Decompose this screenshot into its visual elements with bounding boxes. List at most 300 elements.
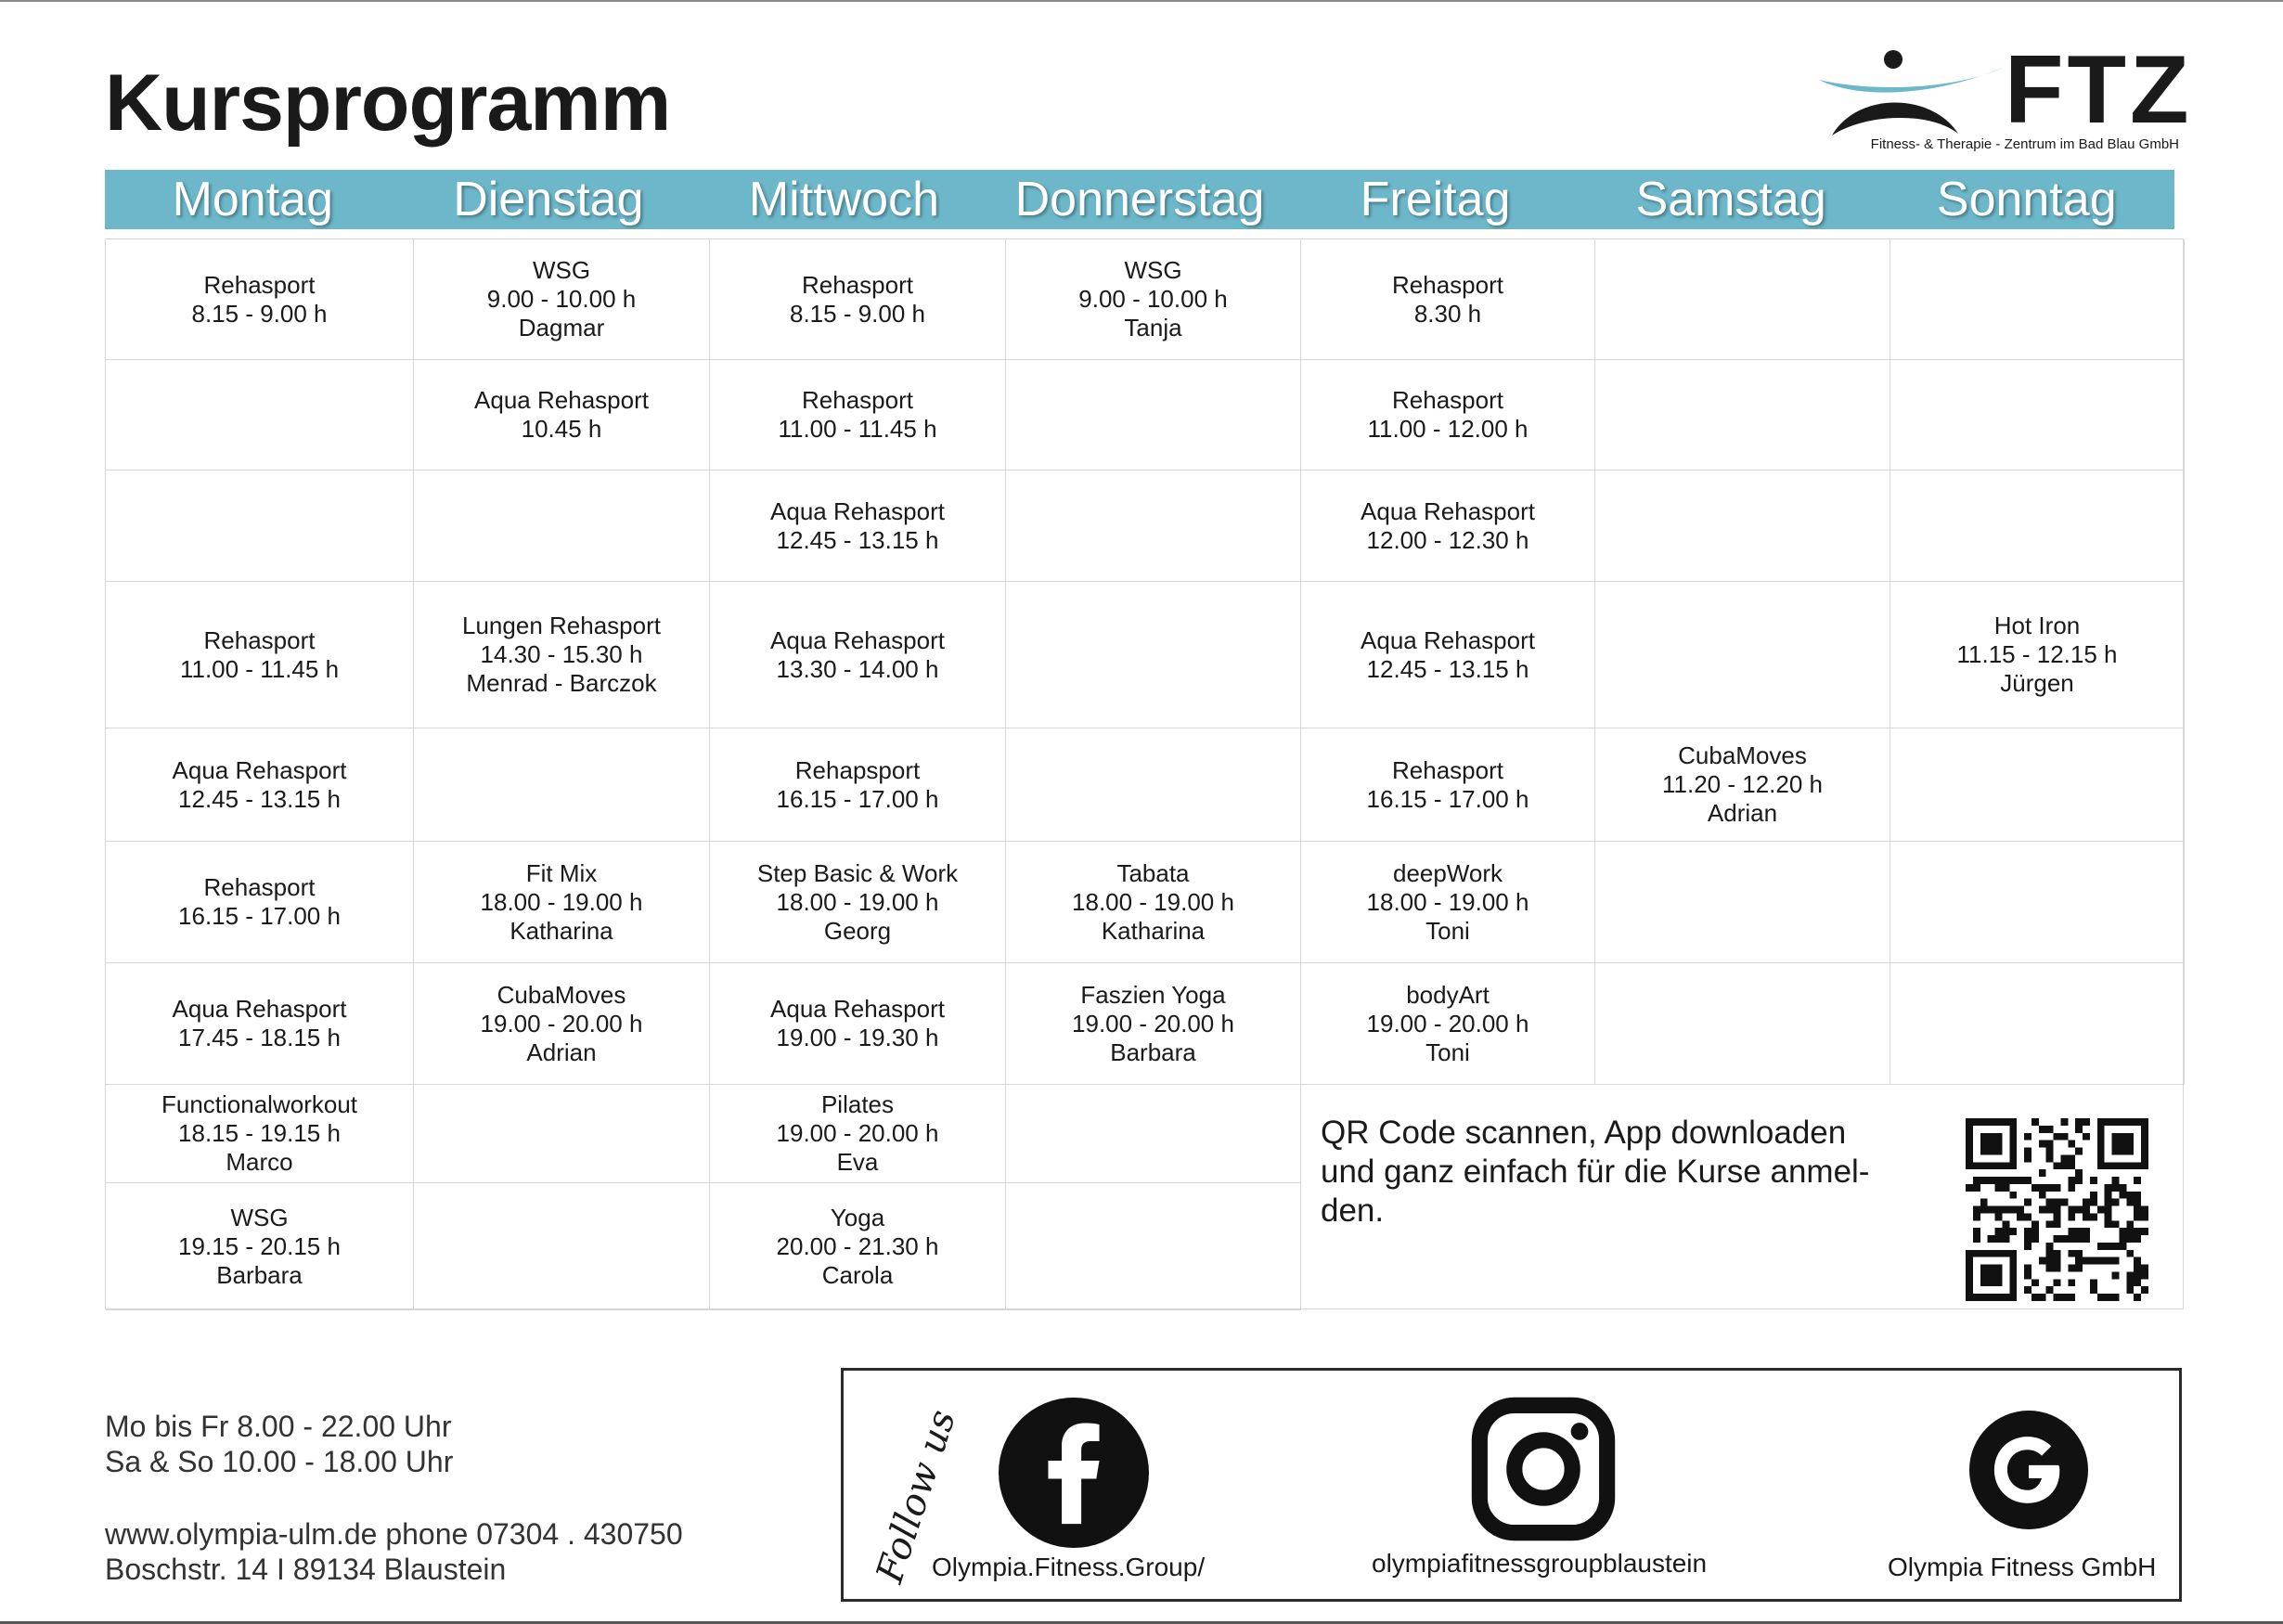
qr-module (2060, 1154, 2068, 1162)
course-cell-dienstag (414, 582, 710, 728)
course-trainer: Georg (823, 916, 892, 945)
qr-module (2105, 1243, 2112, 1250)
qr-module (1973, 1235, 1980, 1243)
day-montag: Montag (172, 173, 334, 226)
qr-module (2126, 1228, 2134, 1235)
qr-module (2046, 1199, 2054, 1206)
qr-module (1973, 1228, 1980, 1235)
qr-module (2141, 1271, 2148, 1279)
qr-module (2046, 1220, 2054, 1228)
qr-module (2075, 1126, 2083, 1133)
course-cell-freitag (1301, 239, 1595, 360)
course-cell-montag (106, 470, 414, 582)
qr-module (2002, 1220, 2009, 1228)
logo-figure-body (1832, 102, 1958, 135)
course-name: Rehasport (802, 270, 913, 299)
course-time: 13.30 - 14.00 h (776, 654, 939, 683)
qr-module (2002, 1177, 2009, 1184)
course-cell-mittwoch (710, 470, 1006, 582)
day-sonntag: Sonntag (1936, 173, 2117, 226)
course-name: Aqua Rehasport (172, 755, 347, 784)
qr-module (2031, 1228, 2039, 1235)
course-trainer: Carola (821, 1260, 894, 1289)
course-cell-freitag (1301, 963, 1595, 1085)
qr-module (2009, 1206, 2017, 1214)
qr-module (2141, 1228, 2148, 1235)
qr-module (2060, 1162, 2068, 1169)
qr-module (2046, 1250, 2054, 1257)
qr-finder-center (2112, 1133, 2135, 1155)
day-mittwoch: Mittwoch (748, 173, 940, 226)
page-title: Kursprogramm (105, 58, 671, 148)
qr-module (2054, 1213, 2061, 1220)
qr-module (1980, 1199, 1988, 1206)
course-time: 20.00 - 21.30 h (776, 1231, 939, 1260)
course-name: Aqua Rehasport (172, 995, 347, 1023)
qr-module (2046, 1206, 2054, 1214)
qr-module (2075, 1148, 2083, 1155)
qr-text-line: QR Code scannen, App downloaden (1321, 1115, 1847, 1151)
qr-module (2031, 1294, 2039, 1301)
instagram-handle[interactable]: olympiafitnessgroupblaustein (1372, 1549, 1708, 1578)
course-name: Rehapsport (794, 755, 921, 784)
qr-module (2039, 1141, 2046, 1148)
course-trainer: Tanja (1124, 314, 1182, 342)
course-trainer: Dagmar (518, 314, 605, 342)
course-cell-montag (106, 963, 414, 1085)
qr-module (2075, 1177, 2083, 1184)
qr-module (2141, 1213, 2148, 1220)
course-trainer: Toni (1425, 1038, 1470, 1066)
logo-wordmark: FTZ (2005, 36, 2193, 144)
course-name: Functionalworkout (161, 1090, 357, 1118)
qr-module (2105, 1184, 2112, 1192)
course-cell-donnerstag (1006, 1183, 1301, 1310)
course-name: Lungen Rehasport (462, 612, 661, 639)
qr-module (2054, 1279, 2061, 1286)
qr-module (2002, 1235, 2009, 1243)
weekday-header (105, 170, 2174, 229)
qr-module (2039, 1257, 2046, 1265)
course-name: Rehasport (1392, 386, 1503, 414)
hours-weekday: Mo bis Fr 8.00 - 22.00 Uhr (105, 1410, 452, 1443)
course-cell-montag (106, 1183, 414, 1310)
qr-module (2046, 1141, 2054, 1148)
qr-module (2075, 1169, 2083, 1177)
qr-module (2068, 1141, 2075, 1148)
qr-module (2090, 1177, 2097, 1184)
course-time: 12.45 - 13.15 h (776, 525, 939, 554)
logo-subtitle: Fitness- & Therapie - Zentrum im Bad Blau GmbH (1870, 136, 2179, 152)
course-time: 11.00 - 11.45 h (179, 654, 340, 683)
course-trainer: Barbara (1110, 1038, 1196, 1066)
course-cell-donnerstag (1006, 842, 1301, 963)
qr-module (2031, 1279, 2039, 1286)
qr-module (2024, 1228, 2031, 1235)
qr-module (2097, 1206, 2105, 1214)
contact-web-phone[interactable]: www.olympia-ulm.de phone 07304 . 430750 (105, 1517, 683, 1551)
course-cell-dienstag (414, 963, 710, 1085)
course-cell-samstag (1595, 728, 1890, 842)
course-time: 11.00 - 11.45 h (778, 415, 937, 443)
qr-module (2119, 1192, 2126, 1199)
course-time: 12.00 - 12.30 h (1366, 525, 1529, 554)
qr-module (2141, 1286, 2148, 1294)
contact-info (105, 1516, 683, 1587)
qr-module (1988, 1235, 1995, 1243)
course-trainer: Eva (836, 1148, 879, 1176)
qr-module (1995, 1177, 2003, 1184)
course-cell-dienstag (414, 470, 710, 582)
qr-module (2105, 1213, 2112, 1220)
course-cell-montag (106, 842, 414, 963)
qr-code[interactable] (1966, 1118, 2148, 1301)
course-cell-donnerstag (1006, 470, 1301, 582)
course-cell-freitag (1301, 470, 1595, 582)
qr-module (2083, 1228, 2090, 1235)
qr-module (2024, 1235, 2031, 1243)
course-time: 18.15 - 19.15 h (178, 1119, 341, 1147)
course-time: 8.30 h (1413, 299, 1482, 328)
course-cell-sonntag (1890, 842, 2185, 963)
course-cell-montag (106, 728, 414, 842)
qr-module (2046, 1154, 2054, 1162)
qr-module (2105, 1206, 2112, 1214)
qr-module (2024, 1154, 2031, 1162)
qr-module (2039, 1192, 2046, 1199)
qr-module (2039, 1206, 2046, 1214)
qr-module (2002, 1184, 2009, 1192)
qr-module (1980, 1206, 1988, 1214)
qr-module (1973, 1184, 1980, 1192)
qr-module (2112, 1184, 2120, 1192)
day-donnerstag: Donnerstag (1014, 173, 1265, 226)
course-cell-dienstag (414, 1183, 710, 1310)
qr-text-line: und ganz einfach für die Kurse anmel- (1321, 1154, 1870, 1190)
course-name: WSG (1124, 256, 1182, 284)
course-time: 18.00 - 19.00 h (776, 887, 939, 916)
course-cell-samstag (1595, 582, 1890, 728)
qr-module (1995, 1213, 2003, 1220)
qr-module (2134, 1235, 2141, 1243)
qr-module (2134, 1257, 2141, 1265)
qr-module (1966, 1184, 1973, 1192)
qr-module (2075, 1228, 2083, 1235)
course-cell-dienstag (414, 360, 710, 470)
course-cell-dienstag (414, 728, 710, 842)
qr-module (2054, 1220, 2061, 1228)
course-trainer: Menrad - Barczok (466, 669, 657, 697)
qr-module (2083, 1213, 2090, 1220)
course-cell-donnerstag (1006, 360, 1301, 470)
qr-module (2054, 1184, 2061, 1192)
qr-module (2060, 1294, 2068, 1301)
course-time: 9.00 - 10.00 h (1078, 285, 1228, 313)
logo-figure-head (1884, 50, 1902, 69)
qr-module (2105, 1220, 2112, 1228)
qr-module (2031, 1235, 2039, 1243)
qr-module (2112, 1257, 2120, 1265)
course-name: Aqua Rehasport (1361, 496, 1535, 525)
qr-module (2060, 1133, 2068, 1141)
qr-module (2090, 1286, 2097, 1294)
course-name: Step Basic & Work (756, 858, 959, 887)
qr-module (2119, 1228, 2126, 1235)
course-cell-sonntag (1890, 728, 2185, 842)
qr-module (2068, 1265, 2075, 1272)
qr-module (2090, 1199, 2097, 1206)
qr-module (2068, 1177, 2075, 1184)
facebook-icon[interactable] (999, 1398, 1149, 1548)
qr-module (2024, 1177, 2031, 1184)
top-border (0, 0, 2283, 2)
qr-module (2075, 1250, 2083, 1257)
qr-module (2024, 1265, 2031, 1272)
qr-module (2090, 1192, 2097, 1199)
course-cell-samstag (1595, 842, 1890, 963)
course-trainer: Katharina (509, 916, 613, 945)
qr-module (2039, 1294, 2046, 1301)
day-dienstag: Dienstag (453, 173, 644, 226)
qr-module (2068, 1228, 2075, 1235)
course-name: Rehasport (802, 386, 913, 414)
course-time: 17.45 - 18.15 h (178, 1024, 341, 1051)
course-cell-donnerstag (1006, 239, 1301, 360)
course-name: Rehasport (203, 625, 316, 654)
qr-module (1973, 1213, 1980, 1220)
qr-module (2097, 1243, 2105, 1250)
qr-module (2009, 1177, 2017, 1184)
qr-module (2075, 1235, 2083, 1243)
qr-module (2060, 1199, 2068, 1206)
qr-finder-center (1980, 1133, 2003, 1155)
course-time: 19.15 - 20.15 h (178, 1231, 341, 1260)
qr-module (2024, 1243, 2031, 1250)
course-cell-donnerstag (1006, 1085, 1301, 1183)
qr-module (2002, 1228, 2009, 1235)
qr-module (2105, 1257, 2112, 1265)
qr-module (2046, 1243, 2054, 1250)
course-cell-montag (106, 239, 414, 360)
qr-module (2054, 1133, 2061, 1141)
instagram-icon[interactable] (1471, 1397, 1616, 1541)
qr-module (2031, 1220, 2039, 1228)
qr-module (1988, 1206, 1995, 1214)
course-name: CubaMoves (497, 980, 626, 1009)
course-cell-samstag (1595, 360, 1890, 470)
course-name: Aqua Rehasport (770, 625, 945, 654)
course-cell-montag (106, 1085, 414, 1183)
course-name: Aqua Rehasport (770, 995, 945, 1023)
course-trainer: Jürgen (2000, 669, 2074, 697)
qr-module (2126, 1271, 2134, 1279)
course-trainer: Katharina (1101, 916, 1206, 945)
qr-module (2054, 1206, 2061, 1214)
course-name: Rehasport (203, 270, 316, 299)
contact-address: Boschstr. 14 I 89134 Blaustein (105, 1553, 507, 1586)
qr-module (2105, 1199, 2112, 1206)
qr-module (1973, 1177, 1980, 1184)
qr-module (2090, 1279, 2097, 1286)
course-cell-freitag (1301, 728, 1595, 842)
course-cell-donnerstag (1006, 582, 1301, 728)
course-time: 19.00 - 19.30 h (776, 1024, 939, 1051)
course-cell-dienstag (414, 842, 710, 963)
logo-figure-arms (1819, 67, 2005, 93)
course-cell-mittwoch (710, 239, 1006, 360)
qr-module (2134, 1294, 2141, 1301)
qr-module (2046, 1257, 2054, 1265)
qr-module (2024, 1286, 2031, 1294)
qr-module (2068, 1279, 2075, 1286)
qr-module (2024, 1148, 2031, 1155)
qr-module (2024, 1133, 2031, 1141)
course-cell-sonntag (1890, 470, 2185, 582)
qr-module (2141, 1206, 2148, 1214)
qr-module (2068, 1294, 2075, 1301)
course-time: 18.00 - 19.00 h (1366, 887, 1529, 916)
qr-module (2009, 1228, 2017, 1235)
qr-module (2075, 1257, 2083, 1265)
course-name: Aqua Rehasport (474, 386, 649, 414)
qr-finder-center (1980, 1265, 2003, 1287)
facebook-handle[interactable]: Olympia.Fitness.Group/ (932, 1553, 1206, 1581)
qr-module (2141, 1265, 2148, 1272)
course-time: 11.20 - 12.20 h (1662, 770, 1823, 798)
course-cell-samstag (1595, 963, 1890, 1085)
qr-module (2068, 1154, 2075, 1162)
qr-module (2112, 1220, 2120, 1228)
qr-module (2024, 1271, 2031, 1279)
day-samstag: Samstag (1635, 173, 1826, 226)
qr-module (2054, 1257, 2061, 1265)
course-name: Rehasport (203, 873, 316, 901)
qr-module (2017, 1206, 2024, 1214)
qr-module (2105, 1294, 2112, 1301)
course-trainer: Adrian (1707, 799, 1778, 827)
course-name: Aqua Rehasport (770, 496, 945, 525)
opening-hours (105, 1409, 453, 1479)
course-time: 18.00 - 19.00 h (1072, 887, 1234, 916)
qr-module (1995, 1184, 2003, 1192)
course-cell-mittwoch (710, 582, 1006, 728)
qr-module (2054, 1294, 2061, 1301)
course-trainer: Toni (1425, 916, 1470, 945)
course-cell-montag (106, 582, 414, 728)
course-cell-montag (106, 360, 414, 470)
course-time: 14.30 - 15.30 h (480, 640, 643, 668)
qr-module (2060, 1235, 2068, 1243)
course-name: Yoga (830, 1203, 885, 1231)
qr-module (2046, 1126, 2054, 1133)
qr-module (2090, 1257, 2097, 1265)
qr-module (2126, 1199, 2134, 1206)
course-name: Pilates (820, 1090, 895, 1118)
qr-module (2017, 1177, 2024, 1184)
course-cell-freitag (1301, 582, 1595, 728)
course-time: 11.15 - 12.15 h (1956, 640, 2118, 668)
follow-us-label (852, 1373, 965, 1596)
qr-module (2068, 1184, 2075, 1192)
qr-module (2134, 1265, 2141, 1272)
qr-module (2031, 1184, 2039, 1192)
hours-weekend: Sa & So 10.00 - 18.00 Uhr (105, 1445, 454, 1478)
google-business-name[interactable]: Olympia Fitness GmbH (1888, 1553, 2157, 1581)
qr-module (2054, 1265, 2061, 1272)
course-cell-donnerstag (1006, 963, 1301, 1085)
qr-module (2039, 1169, 2046, 1177)
qr-module (2126, 1286, 2134, 1294)
course-cell-mittwoch (710, 963, 1006, 1085)
course-time: 19.00 - 20.00 h (480, 1009, 643, 1038)
qr-module (2134, 1192, 2141, 1199)
course-trainer: Marco (226, 1148, 293, 1176)
qr-module (2134, 1177, 2141, 1184)
course-time: 16.15 - 17.00 h (1366, 784, 1529, 813)
qr-module (2054, 1199, 2061, 1206)
qr-module (2112, 1294, 2120, 1301)
course-name: Rehasport (1392, 270, 1503, 299)
qr-module (2134, 1271, 2141, 1279)
qr-module (2126, 1220, 2134, 1228)
qr-module (2112, 1177, 2120, 1184)
qr-module (2024, 1199, 2031, 1206)
day-freitag: Freitag (1360, 173, 1511, 226)
qr-module (1980, 1177, 1988, 1184)
course-name: Tabata (1116, 858, 1190, 887)
qr-module (2075, 1265, 2083, 1272)
course-cell-samstag (1595, 470, 1890, 582)
qr-module (2002, 1206, 2009, 1214)
course-cell-dienstag (414, 239, 710, 360)
course-time: 12.45 - 13.15 h (1366, 654, 1529, 683)
qr-module (2068, 1250, 2075, 1257)
qr-module (1973, 1206, 1980, 1214)
course-time: 8.15 - 9.00 h (790, 299, 925, 328)
qr-module (2031, 1118, 2039, 1126)
qr-module (2097, 1294, 2105, 1301)
course-cell-mittwoch (710, 842, 1006, 963)
course-cell-sonntag (1890, 582, 2185, 728)
course-time: 8.15 - 9.00 h (191, 299, 328, 328)
course-name: Rehasport (1392, 755, 1503, 784)
course-cell-mittwoch (710, 1085, 1006, 1183)
qr-module (2083, 1257, 2090, 1265)
qr-module (2126, 1235, 2134, 1243)
course-cell-mittwoch (710, 360, 1006, 470)
course-time: 11.00 - 12.00 h (1367, 415, 1528, 443)
course-time: 19.00 - 20.00 h (1366, 1009, 1529, 1038)
course-name: WSG (230, 1203, 289, 1231)
qr-module (2083, 1199, 2090, 1206)
qr-module (2083, 1133, 2090, 1141)
qr-module (2024, 1213, 2031, 1220)
course-cell-sonntag (1890, 963, 2185, 1085)
course-cell-samstag (1595, 239, 1890, 360)
qr-module (2054, 1162, 2061, 1169)
qr-module (1995, 1228, 2003, 1235)
course-name: bodyArt (1406, 980, 1490, 1009)
qr-module (2046, 1286, 2054, 1294)
course-trainer: Barbara (216, 1260, 303, 1289)
course-name: Faszien Yoga (1080, 980, 1226, 1009)
google-icon[interactable] (1969, 1411, 2088, 1529)
course-name: Hot Iron (1993, 612, 2081, 639)
qr-module (2112, 1243, 2120, 1250)
qr-module (2039, 1126, 2046, 1133)
course-cell-mittwoch (710, 1183, 1006, 1310)
course-name: deepWork (1392, 858, 1503, 887)
